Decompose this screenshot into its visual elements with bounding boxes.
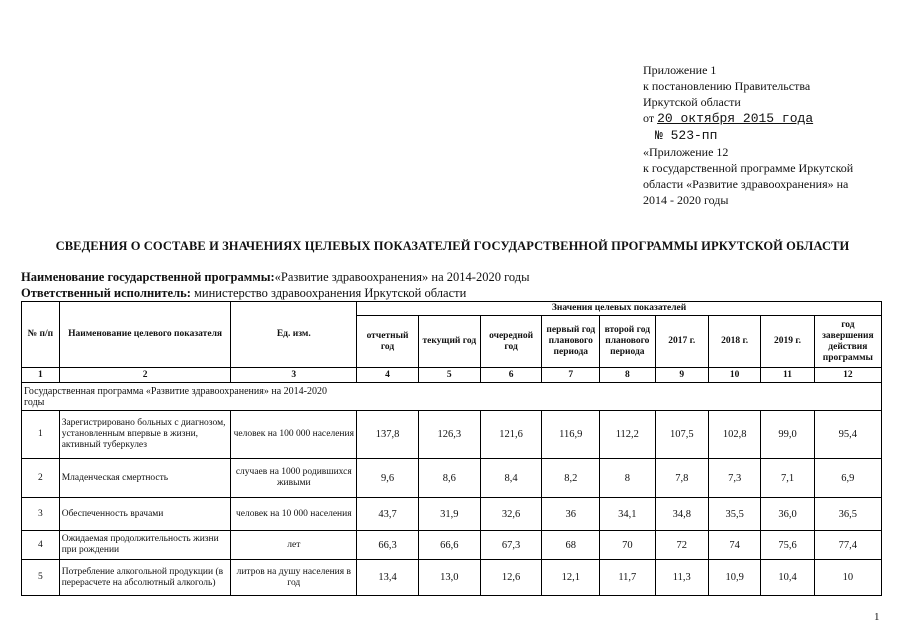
row-value: 66,6	[418, 531, 480, 560]
row-value: 34,8	[655, 498, 708, 531]
row-value: 7,8	[655, 459, 708, 498]
row-value: 72	[655, 531, 708, 560]
appendix-line-1: Приложение 1	[643, 63, 717, 77]
header-2018: 2018 г.	[708, 316, 760, 368]
row-num: 1	[22, 411, 60, 459]
row-value: 67,3	[480, 531, 542, 560]
row-num: 3	[22, 498, 60, 531]
row-unit: литров на душу населения в год	[231, 560, 357, 596]
row-value: 70	[600, 531, 656, 560]
appendix-date-value: 20 октября 2015 года	[657, 111, 814, 126]
header-values-group: Значения целевых показателей	[357, 302, 882, 316]
header-end-year: год завершения действия программы	[814, 316, 881, 368]
row-value: 12,1	[542, 560, 600, 596]
row-value: 12,6	[480, 560, 542, 596]
header-indicator: Наименование целевого показателя	[59, 302, 231, 368]
row-num: 2	[22, 459, 60, 498]
row-value: 99,0	[761, 411, 814, 459]
row-value: 43,7	[357, 498, 419, 531]
program-executor-label: Ответственный исполнитель:	[21, 286, 191, 300]
column-number: 6	[480, 368, 542, 383]
column-number: 10	[708, 368, 760, 383]
appendix-line-6: «Приложение 12	[643, 145, 729, 159]
row-value: 8	[600, 459, 656, 498]
row-value: 107,5	[655, 411, 708, 459]
row-value: 10	[814, 560, 881, 596]
column-number: 2	[59, 368, 231, 383]
header-first-plan-year: первый год планового периода	[542, 316, 600, 368]
row-value: 36,5	[814, 498, 881, 531]
appendix-line-8: области «Развитие здравоохранения» на	[643, 177, 849, 191]
row-value: 31,9	[418, 498, 480, 531]
row-indicator-name: Зарегистрировано больных с диагнозом, установленным впервые в жизни, активный туберкулез	[59, 411, 231, 459]
header-unit: Ед. изм.	[231, 302, 357, 368]
row-indicator-name: Младенческая смертность	[59, 459, 231, 498]
row-unit: человек на 10 000 населения	[231, 498, 357, 531]
row-num: 5	[22, 560, 60, 596]
row-value: 13,0	[418, 560, 480, 596]
indicators-table	[21, 301, 882, 596]
row-value: 121,6	[480, 411, 542, 459]
row-num: 4	[22, 531, 60, 560]
row-value: 66,3	[357, 531, 419, 560]
appendix-block	[643, 62, 893, 208]
row-value: 95,4	[814, 411, 881, 459]
row-unit: человек на 100 000 населения	[231, 411, 357, 459]
row-indicator-name: Потребление алкогольной продукции (в перерасчете на абсолютный алкоголь)	[59, 560, 231, 596]
row-value: 75,6	[761, 531, 814, 560]
program-executor-line	[21, 286, 466, 300]
row-value: 8,2	[542, 459, 600, 498]
program-name-value: «Развитие здравоохранения» на 2014-2020 годы	[274, 270, 530, 284]
column-number: 3	[231, 368, 357, 383]
section-row	[22, 383, 882, 411]
column-number: 5	[418, 368, 480, 383]
row-value: 116,9	[542, 411, 600, 459]
row-value: 10,9	[708, 560, 760, 596]
appendix-number-value: № 523-пп	[655, 128, 718, 143]
page-number: 1	[874, 611, 880, 623]
row-value: 77,4	[814, 531, 881, 560]
header-current-year: текущий год	[418, 316, 480, 368]
row-value: 126,3	[418, 411, 480, 459]
column-numbers-row	[22, 368, 882, 383]
row-value: 36,0	[761, 498, 814, 531]
appendix-line-9: 2014 - 2020 годы	[643, 193, 729, 207]
section-title	[22, 383, 882, 411]
row-value: 7,1	[761, 459, 814, 498]
header-2017: 2017 г.	[655, 316, 708, 368]
row-value: 137,8	[357, 411, 419, 459]
row-value: 7,3	[708, 459, 760, 498]
column-number: 12	[814, 368, 881, 383]
row-value: 36	[542, 498, 600, 531]
row-value: 9,6	[357, 459, 419, 498]
row-value: 10,4	[761, 560, 814, 596]
appendix-line-7: к государственной программе Иркутской	[643, 161, 854, 175]
program-name-line	[21, 270, 530, 284]
table-row	[22, 531, 882, 560]
header-num: № п/п	[22, 302, 60, 368]
row-value: 13,4	[357, 560, 419, 596]
header-2019: 2019 г.	[761, 316, 814, 368]
table-row	[22, 411, 882, 459]
column-number: 7	[542, 368, 600, 383]
row-value: 11,7	[600, 560, 656, 596]
row-value: 11,3	[655, 560, 708, 596]
table-row	[22, 560, 882, 596]
row-unit: случаев на 1000 родившихся живыми	[231, 459, 357, 498]
column-number: 9	[655, 368, 708, 383]
header-second-plan-year: второй год планового периода	[600, 316, 656, 368]
appendix-date-prefix: от	[643, 111, 655, 125]
column-number: 11	[761, 368, 814, 383]
row-value: 68	[542, 531, 600, 560]
appendix-date-line	[643, 110, 893, 127]
row-indicator-name: Обеспеченность врачами	[59, 498, 231, 531]
row-value: 74	[708, 531, 760, 560]
section-title-text: Государственная программа «Развитие здравоохранения» на 2014-2020 годы	[24, 385, 327, 408]
row-value: 8,4	[480, 459, 542, 498]
appendix-number-line	[643, 127, 893, 144]
table-row	[22, 498, 882, 531]
column-number: 4	[357, 368, 419, 383]
header-report-year: отчетный год	[357, 316, 419, 368]
row-value: 8,6	[418, 459, 480, 498]
appendix-line-3: Иркутской области	[643, 95, 741, 109]
program-name-label: Наименование государственной программы:	[21, 270, 275, 284]
table-row	[22, 459, 882, 498]
row-value: 102,8	[708, 411, 760, 459]
document-title: СВЕДЕНИЯ О СОСТАВЕ И ЗНАЧЕНИЯХ ЦЕЛЕВЫХ ПОКАЗАТЕЛЕЙ ГОСУДАРСТВЕННОЙ ПРОГРАММЫ ИРКУТСКОЙ ОБЛАСТИ	[55, 239, 850, 253]
row-indicator-name: Ожидаемая продолжительность жизни при рождении	[59, 531, 231, 560]
row-value: 6,9	[814, 459, 881, 498]
appendix-line-2: к постановлению Правительства	[643, 79, 811, 93]
column-number: 8	[600, 368, 656, 383]
row-value: 35,5	[708, 498, 760, 531]
row-unit: лет	[231, 531, 357, 560]
row-value: 34,1	[600, 498, 656, 531]
row-value: 112,2	[600, 411, 656, 459]
column-number: 1	[22, 368, 60, 383]
program-executor-value: министерство здравоохранения Иркутской области	[194, 286, 467, 300]
header-next-year: очередной год	[480, 316, 542, 368]
row-value: 32,6	[480, 498, 542, 531]
